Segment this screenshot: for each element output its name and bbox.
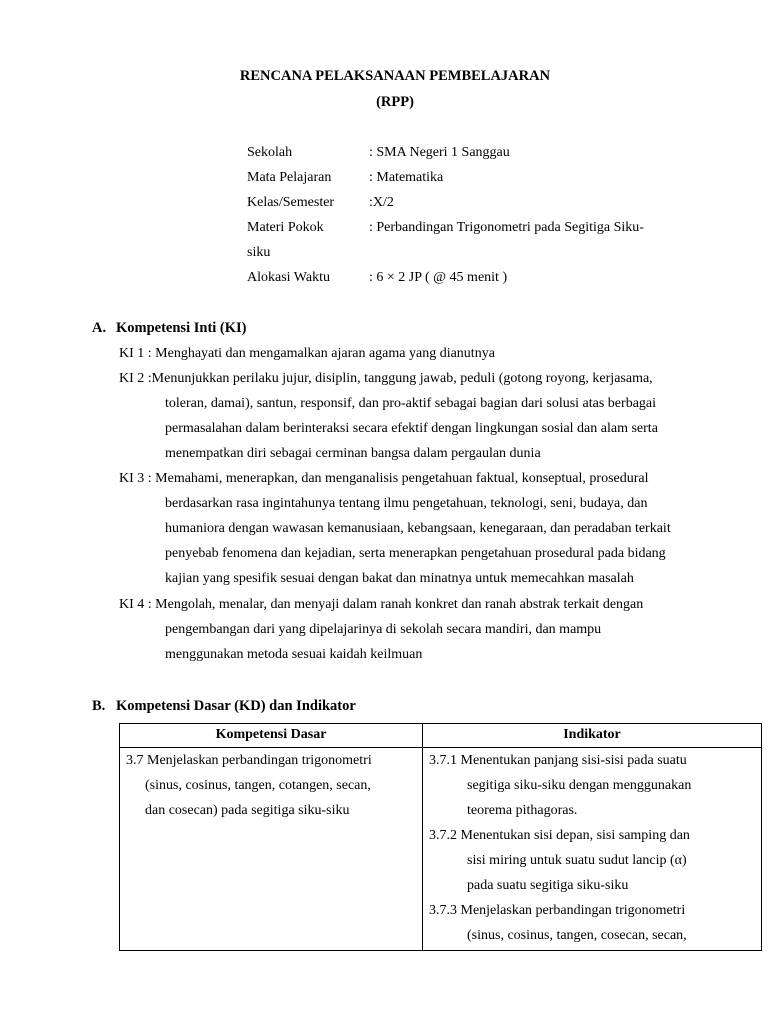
- indikator-line: segitiga siku-siku dengan menggunakan: [467, 778, 692, 793]
- identity-value: : Perbandingan Trigonometri pada Segitiga Siku-: [369, 220, 644, 235]
- indikator-line: 3.7.3 Menjelaskan perbandingan trigonometri: [429, 903, 686, 918]
- document-subtitle: (RPP): [376, 94, 414, 110]
- identity-label: Alokasi Waktu: [247, 270, 330, 285]
- ki-3-line: penyebab fenomena dan kejadian, serta menerapkan pengetahuan prosedural pada bidang: [165, 546, 666, 561]
- kd-indikator-table: [119, 723, 762, 951]
- ki-2-line: KI 2 :Menunjukkan perilaku jujur, disiplin, tanggung jawab, peduli (gotong royong, kerjasama,: [119, 371, 653, 386]
- ki-4-line: menggunakan metoda sesuai kaidah keilmuan: [165, 647, 423, 662]
- column-header-kompetensi-dasar: Kompetensi Dasar: [120, 724, 423, 748]
- indikator-line: 3.7.1 Menentukan panjang sisi-sisi pada suatu: [429, 753, 687, 768]
- ki-1-line: KI 1 : Menghayati dan mengamalkan ajaran agama yang dianutnya: [119, 346, 495, 361]
- ki-4-line: KI 4 : Mengolah, menalar, dan menyaji dalam ranah konkret dan ranah abstrak terkait dengan: [119, 597, 644, 612]
- kd-line: dan cosecan) pada segitiga siku-siku: [145, 803, 350, 818]
- identity-value: : 6 × 2 JP ( @ 45 menit ): [369, 270, 508, 285]
- ki-2-line: toleran, damai), santun, responsif, dan pro-aktif sebagai bagian dari solusi atas berbagai: [165, 396, 657, 411]
- identity-label: Materi Pokok: [247, 220, 324, 235]
- identity-value: :X/2: [369, 195, 394, 210]
- identity-label: siku: [247, 245, 271, 260]
- kd-cell: [120, 748, 423, 951]
- document-title: RENCANA PELAKSANAAN PEMBELAJARAN: [239, 68, 551, 84]
- kd-line: (sinus, cosinus, tangen, cotangen, secan,: [145, 778, 371, 793]
- section-a-marker: A.: [92, 320, 107, 336]
- column-header-indikator: Indikator: [423, 724, 762, 748]
- indikator-line: sisi miring untuk suatu sudut lancip (α): [467, 853, 687, 868]
- identity-label: Mata Pelajaran: [247, 170, 332, 185]
- ki-3-line: humaniora dengan wawasan kemanusiaan, kebangsaan, kenegaraan, dan peradaban terkait: [165, 521, 671, 536]
- table-header-row: [120, 724, 762, 748]
- kd-line: 3.7 Menjelaskan perbandingan trigonometri: [126, 753, 372, 768]
- ki-3-line: berdasarkan rasa ingintahunya tentang ilmu pengetahuan, teknologi, seni, budaya, dan: [165, 496, 648, 511]
- identity-value: : SMA Negeri 1 Sanggau: [369, 145, 510, 160]
- ki-2-line: menempatkan diri sebagai cerminan bangsa dalam pergaulan dunia: [165, 446, 541, 461]
- ki-2-line: permasalahan dalam berinteraksi secara efektif dengan lingkungan sosial dan alam serta: [165, 421, 658, 436]
- section-b-title: Kompetensi Dasar (KD) dan Indikator: [116, 698, 356, 714]
- indikator-cell: [423, 748, 762, 951]
- identity-label: Sekolah: [247, 145, 293, 160]
- section-a-title: Kompetensi Inti (KI): [116, 320, 247, 336]
- indikator-line: teorema pithagoras.: [467, 803, 578, 818]
- identity-label: Kelas/Semester: [247, 195, 335, 210]
- table-row: [120, 748, 762, 951]
- ki-4-line: pengembangan dari yang dipelajarinya di sekolah secara mandiri, dan mampu: [165, 622, 602, 637]
- ki-3-line: kajian yang spesifik sesuai dengan bakat dan minatnya untuk memecahkan masalah: [165, 571, 634, 586]
- ki-3-line: KI 3 : Memahami, menerapkan, dan menganalisis pengetahuan faktual, konseptual, prosedural: [119, 471, 649, 486]
- identity-value: : Matematika: [369, 170, 444, 185]
- indikator-line: (sinus, cosinus, tangen, cosecan, secan,: [467, 928, 687, 943]
- indikator-line: pada suatu segitiga siku-siku: [467, 878, 629, 893]
- section-b-marker: B.: [92, 698, 106, 714]
- indikator-line: 3.7.2 Menentukan sisi depan, sisi samping dan: [429, 828, 690, 843]
